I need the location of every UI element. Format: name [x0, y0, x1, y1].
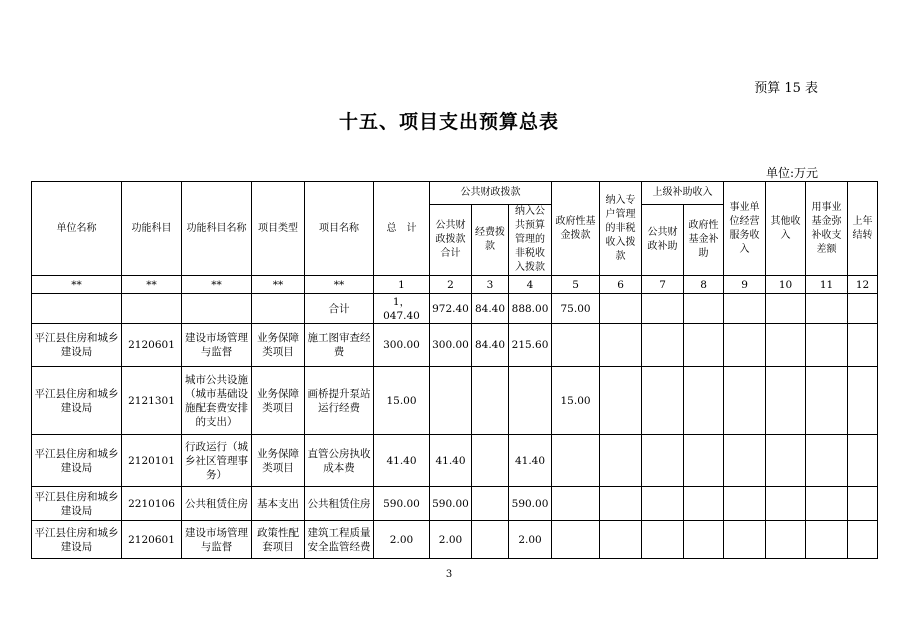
- index-cell: 11: [806, 276, 848, 294]
- header-proj-type: 项目类型: [252, 182, 305, 276]
- amount-cell: [600, 521, 642, 559]
- table-row: [32, 487, 878, 521]
- unit-name-cell: 平江县住房和城乡建设局: [32, 435, 122, 487]
- index-cell: **: [182, 276, 252, 294]
- header-pf-total: 公共财政拨款合计: [430, 205, 472, 276]
- func-name-cell: 建设市场管理与监督: [182, 521, 252, 559]
- index-cell: **: [252, 276, 305, 294]
- amount-cell: [552, 487, 600, 521]
- amount-cell: [766, 324, 806, 367]
- amount-cell: 590.00: [430, 487, 472, 521]
- amount-cell: [848, 487, 878, 521]
- header-gov-fund: 政府性基金拨款: [552, 182, 600, 276]
- amount-cell: [600, 367, 642, 435]
- header-biz-income: 事业单位经营服务收入: [724, 182, 766, 276]
- header-unit-name: 单位名称: [32, 182, 122, 276]
- amount-cell: [684, 367, 724, 435]
- amount-cell: [642, 367, 684, 435]
- amount-cell: [848, 324, 878, 367]
- amount-cell: [509, 367, 552, 435]
- budget-table: [31, 181, 878, 559]
- proj-type-cell: 基本支出: [252, 487, 305, 521]
- amount-cell: [806, 435, 848, 487]
- amount-cell: [766, 487, 806, 521]
- func-code-cell: 2120601: [122, 521, 182, 559]
- table-cell: [252, 294, 305, 324]
- amount-cell: 84.40: [472, 294, 509, 324]
- header-superior-subsidy: 上级补助收入: [642, 182, 724, 205]
- table-row: [32, 435, 878, 487]
- amount-cell: [806, 521, 848, 559]
- proj-name-cell: 建筑工程质量安全监管经费: [305, 521, 374, 559]
- amount-cell: [724, 367, 766, 435]
- amount-cell: 300.00: [374, 324, 430, 367]
- amount-cell: [472, 521, 509, 559]
- index-cell: 12: [848, 276, 878, 294]
- proj-name-cell: 施工图审查经费: [305, 324, 374, 367]
- amount-cell: [552, 324, 600, 367]
- amount-cell: 2.00: [509, 521, 552, 559]
- amount-cell: [642, 521, 684, 559]
- table-row: [32, 367, 878, 435]
- amount-cell: [684, 294, 724, 324]
- page-title: 十五、项目支出预算总表: [338, 111, 559, 133]
- index-row: [32, 276, 878, 294]
- amount-cell: [600, 294, 642, 324]
- amount-cell: [848, 367, 878, 435]
- amount-cell: [642, 294, 684, 324]
- unit-name-cell: 平江县住房和城乡建设局: [32, 324, 122, 367]
- func-name-cell: 公共租赁住房: [182, 487, 252, 521]
- amount-cell: 300.00: [430, 324, 472, 367]
- index-cell: 1: [374, 276, 430, 294]
- amount-cell: [684, 435, 724, 487]
- header-pf-funds: 经费拨款: [472, 205, 509, 276]
- amount-cell: 84.40: [472, 324, 509, 367]
- amount-cell: [806, 294, 848, 324]
- amount-cell: [642, 435, 684, 487]
- amount-cell: 1，047.40: [374, 294, 430, 324]
- amount-cell: [724, 487, 766, 521]
- amount-cell: [724, 324, 766, 367]
- index-cell: 6: [600, 276, 642, 294]
- index-cell: 7: [642, 276, 684, 294]
- func-name-cell: 建设市场管理与监督: [182, 324, 252, 367]
- func-name-cell: 城市公共设施（城市基础设施配套费安排的支出）: [182, 367, 252, 435]
- index-cell: 9: [724, 276, 766, 294]
- table-cell: [182, 294, 252, 324]
- amount-cell: [724, 435, 766, 487]
- amount-cell: 2.00: [374, 521, 430, 559]
- index-cell: **: [32, 276, 122, 294]
- unit-name-cell: 平江县住房和城乡建设局: [32, 367, 122, 435]
- header-proj-name: 项目名称: [305, 182, 374, 276]
- index-cell: **: [305, 276, 374, 294]
- table-row: [32, 324, 878, 367]
- index-cell: 10: [766, 276, 806, 294]
- amount-cell: [472, 435, 509, 487]
- amount-cell: [806, 324, 848, 367]
- proj-name-cell: 直管公房执收成本费: [305, 435, 374, 487]
- amount-cell: [472, 367, 509, 435]
- func-code-cell: 2121301: [122, 367, 182, 435]
- amount-cell: [766, 435, 806, 487]
- amount-cell: [600, 324, 642, 367]
- amount-cell: 972.40: [430, 294, 472, 324]
- amount-cell: [600, 435, 642, 487]
- header-special-nontax: 纳入专户管理的非税收入拨款: [600, 182, 642, 276]
- amount-cell: [684, 487, 724, 521]
- header-func-code: 功能科目: [122, 182, 182, 276]
- amount-cell: [430, 367, 472, 435]
- func-code-cell: 2120601: [122, 324, 182, 367]
- proj-type-cell: 业务保障类项目: [252, 435, 305, 487]
- header-public-finance: 公共财政拨款: [430, 182, 552, 205]
- index-cell: 5: [552, 276, 600, 294]
- form-number: 预算 15 表: [754, 81, 818, 96]
- amount-cell: [848, 435, 878, 487]
- amount-cell: [766, 367, 806, 435]
- func-name-cell: 行政运行（城乡社区管理事务）: [182, 435, 252, 487]
- header-total: 总 计: [374, 182, 430, 276]
- page-number: 3: [445, 569, 453, 580]
- amount-cell: [552, 435, 600, 487]
- amount-cell: 590.00: [509, 487, 552, 521]
- amount-cell: [806, 367, 848, 435]
- amount-cell: [724, 294, 766, 324]
- amount-cell: 15.00: [374, 367, 430, 435]
- header-fund-offset: 用事业基金弥补收支差额: [806, 182, 848, 276]
- func-code-cell: 2210106: [122, 487, 182, 521]
- amount-cell: 41.40: [430, 435, 472, 487]
- amount-cell: 2.00: [430, 521, 472, 559]
- unit-name-cell: 平江县住房和城乡建设局: [32, 521, 122, 559]
- table-row: [32, 521, 878, 559]
- header-func-name: 功能科目名称: [182, 182, 252, 276]
- amount-cell: 75.00: [552, 294, 600, 324]
- amount-cell: 41.40: [374, 435, 430, 487]
- header-sup-gov-fund: 政府性基金补助: [684, 205, 724, 276]
- total-row: [32, 294, 878, 324]
- amount-cell: [552, 521, 600, 559]
- proj-name-cell: 画桥提升泵站运行经费: [305, 367, 374, 435]
- header-sup-public: 公共财政补助: [642, 205, 684, 276]
- amount-cell: [684, 521, 724, 559]
- table-cell: [122, 294, 182, 324]
- table-cell: [32, 294, 122, 324]
- amount-cell: [600, 487, 642, 521]
- proj-type-cell: 业务保障类项目: [252, 367, 305, 435]
- index-cell: 4: [509, 276, 552, 294]
- amount-cell: [472, 487, 509, 521]
- header-carryover: 上年结转: [848, 182, 878, 276]
- amount-cell: [766, 521, 806, 559]
- proj-type-cell: 业务保障类项目: [252, 324, 305, 367]
- amount-cell: 215.60: [509, 324, 552, 367]
- amount-cell: [848, 294, 878, 324]
- amount-cell: 15.00: [552, 367, 600, 435]
- amount-cell: [724, 521, 766, 559]
- index-cell: 2: [430, 276, 472, 294]
- amount-cell: [806, 487, 848, 521]
- unit-label: 单位:万元: [765, 166, 818, 180]
- amount-cell: [766, 294, 806, 324]
- index-cell: 3: [472, 276, 509, 294]
- index-cell: **: [122, 276, 182, 294]
- amount-cell: [642, 487, 684, 521]
- amount-cell: 41.40: [509, 435, 552, 487]
- amount-cell: [684, 324, 724, 367]
- amount-cell: 888.00: [509, 294, 552, 324]
- func-code-cell: 2120101: [122, 435, 182, 487]
- unit-name-cell: 平江县住房和城乡建设局: [32, 487, 122, 521]
- amount-cell: 590.00: [374, 487, 430, 521]
- proj-name-cell: 公共租赁住房: [305, 487, 374, 521]
- total-label: 合计: [305, 294, 374, 324]
- header-other-income: 其他收入: [766, 182, 806, 276]
- amount-cell: [642, 324, 684, 367]
- header-pf-nontax: 纳入公共预算管理的非税收入拨款: [509, 205, 552, 276]
- proj-type-cell: 政策性配套项目: [252, 521, 305, 559]
- amount-cell: [848, 521, 878, 559]
- index-cell: 8: [684, 276, 724, 294]
